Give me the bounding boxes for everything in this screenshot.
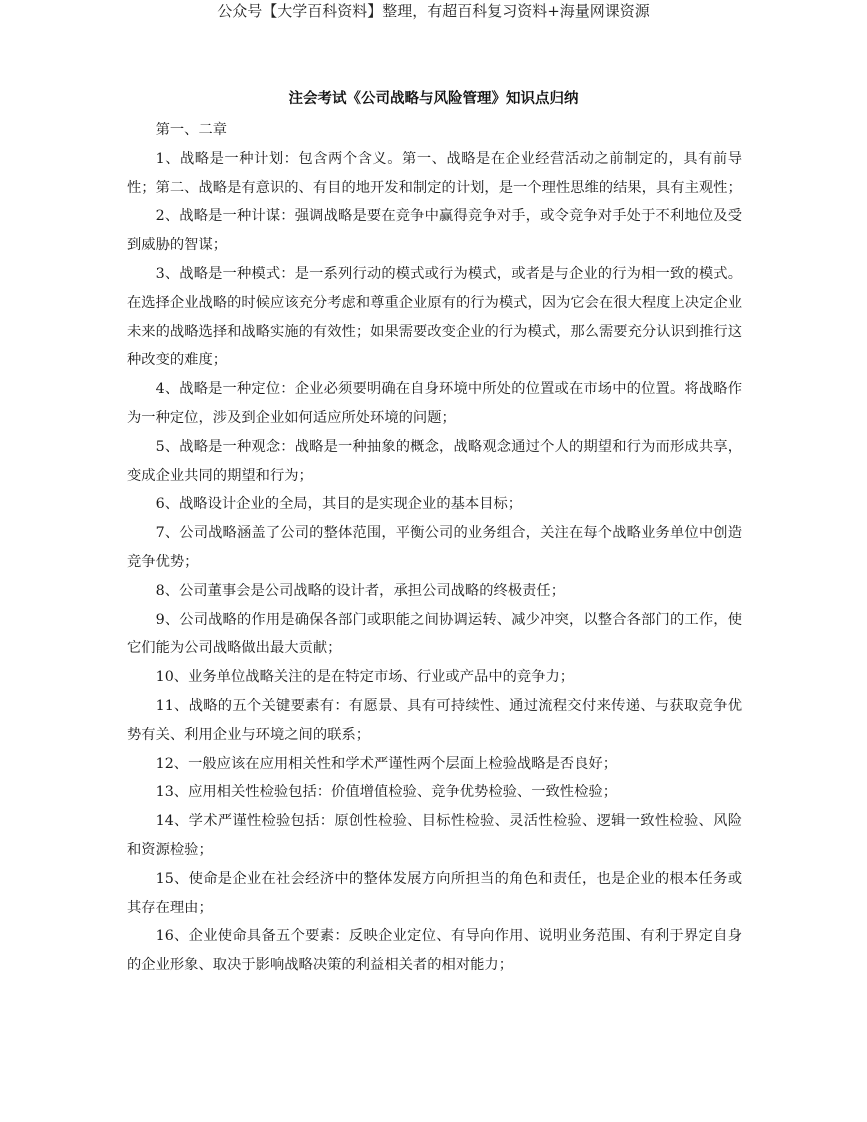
paragraph-9: 9、公司战略的作用是确保各部门或职能之间协调运转、减少冲突，以整合各部门的工作，使它们能为公司战略做出最大贡献； (127, 611, 742, 657)
document-title: 注会考试《公司战略与风险管理》知识点归纳 (288, 91, 579, 107)
paragraph-7: 7、公司战略涵盖了公司的整体范围，平衡公司的业务组合，关注在每个战略业务单位中创造竞争优势； (127, 525, 742, 570)
chapter-heading: 第一、二章 (155, 122, 228, 138)
paragraph-15: 15、使命是企业在社会经济中的整体发展方向所担当的角色和责任，也是企业的根本任务或其存在理由； (127, 870, 742, 916)
paragraph-10: 10、业务单位战略关注的是在特定市场、行业或产品中的竞争力； (155, 669, 575, 686)
paragraph-1: 1、战略是一种计划：包含两个含义。第一、战略是在企业经营活动之前制定的，具有前导性；第二、战略是有意识的、有目的地开发和制定的计划，是一个理性思维的结果，具有主观性； (127, 150, 742, 196)
page-header: 公众号【大学百科资料】整理，有超百科复习资料+海量网课资源 (217, 2, 650, 20)
paragraph-11: 11、战略的五个关键要素有：有愿景、具有可持续性、通过流程交付来传递、与获取竞争优势有关、利用企业与环境之间的联系； (127, 697, 742, 743)
paragraph-6: 6、战略设计企业的全局，其目的是实现企业的基本目标； (155, 496, 523, 513)
paragraph-13: 13、应用相关性检验包括：价值增值检验、竞争优势检验、一致性检验； (155, 784, 617, 801)
paragraph-4: 4、战略是一种定位：企业必须要明确在自身环境中所处的位置或在市场中的位置。将战略作为一种定位，涉及到企业如何适应所处环境的问题； (127, 381, 742, 426)
paragraph-3: 3、战略是一种模式：是一系列行动的模式或行为模式，或者是与企业的行为相一致的模式。在选择企业战略的时候应该充分考虑和尊重企业原有的行为模式，因为它会在很大程度上决定企业未来的战略选择和战略实施的有效性；如果需要改变企业的行为模式，那么需要充分认识到推行这种改变的难度； (127, 265, 742, 369)
paragraph-12: 12、一般应该在应用相关性和学术严谨性两个层面上检验战略是否良好； (155, 755, 617, 772)
paragraph-2: 2、战略是一种计谋：强调战略是要在竞争中赢得竞争对手，或令竞争对手处于不利地位及受到威胁的智谋； (127, 208, 742, 254)
paragraph-16: 16、企业使命具备五个要素：反映企业定位、有导向作用、说明业务范围、有利于界定自身的企业形象、取决于影响战略决策的利益相关者的相对能力； (127, 928, 742, 974)
paragraph-14: 14、学术严谨性检验包括：原创性检验、目标性检验、灵活性检验、逻辑一致性检验、风险和资源检验； (127, 813, 742, 858)
paragraph-8: 8、公司董事会是公司战略的设计者，承担公司战略的终极责任； (155, 582, 565, 599)
paragraph-5: 5、战略是一种观念：战略是一种抽象的概念，战略观念通过个人的期望和行为而形成共享，变成企业共同的期望和行为； (127, 438, 742, 484)
document-body (127, 116, 742, 980)
